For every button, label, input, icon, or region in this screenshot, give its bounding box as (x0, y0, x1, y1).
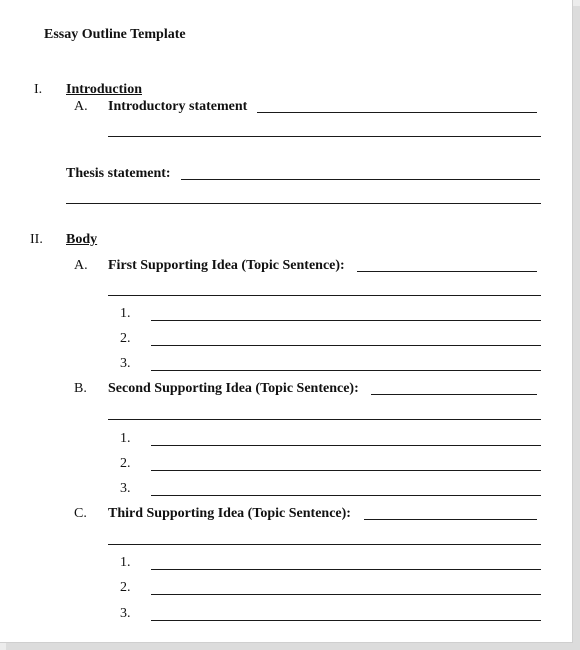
point-number: 3. (120, 356, 131, 371)
point-line[interactable] (151, 594, 541, 595)
second-supporting-idea-label: Second Supporting Idea (Topic Sentence): (108, 381, 359, 396)
item-letter: A. (74, 99, 88, 114)
thesis-statement-line-2[interactable] (66, 203, 541, 204)
point-line[interactable] (151, 345, 541, 346)
introductory-statement-line[interactable] (257, 112, 537, 113)
first-supporting-idea-line-2[interactable] (108, 295, 541, 296)
point-line[interactable] (151, 320, 541, 321)
section-heading-body: Body (66, 232, 98, 247)
introductory-statement-line-2[interactable] (108, 136, 541, 137)
thesis-statement-label: Thesis statement: (66, 166, 171, 181)
second-supporting-idea-line-2[interactable] (108, 419, 541, 420)
document-title: Essay Outline Template (44, 27, 186, 42)
second-supporting-idea-line[interactable] (371, 394, 537, 395)
introductory-statement-label: Introductory statement (108, 99, 248, 114)
point-number: 1. (120, 306, 131, 321)
item-letter: B. (74, 381, 87, 396)
point-line[interactable] (151, 495, 541, 496)
third-supporting-idea-line-2[interactable] (108, 544, 541, 545)
point-number: 2. (120, 331, 131, 346)
point-number: 1. (120, 431, 131, 446)
point-number: 1. (120, 555, 131, 570)
point-line[interactable] (151, 445, 541, 446)
third-supporting-idea-line[interactable] (364, 519, 537, 520)
point-line[interactable] (151, 569, 541, 570)
first-supporting-idea-line[interactable] (357, 271, 537, 272)
thesis-statement-line[interactable] (181, 179, 540, 180)
page-shadow-bottom (6, 643, 580, 650)
point-number: 2. (120, 456, 131, 471)
item-letter: C. (74, 506, 87, 521)
section-heading-introduction: Introduction (66, 82, 142, 97)
point-number: 3. (120, 481, 131, 496)
point-number: 3. (120, 606, 131, 621)
point-line[interactable] (151, 470, 541, 471)
section-numeral: II. (30, 232, 43, 247)
third-supporting-idea-label: Third Supporting Idea (Topic Sentence): (108, 506, 351, 521)
item-letter: A. (74, 258, 88, 273)
point-number: 2. (120, 580, 131, 595)
page-shadow-right (573, 6, 580, 650)
section-numeral: I. (34, 82, 43, 97)
point-line[interactable] (151, 620, 541, 621)
point-line[interactable] (151, 370, 541, 371)
first-supporting-idea-label: First Supporting Idea (Topic Sentence): (108, 258, 345, 273)
